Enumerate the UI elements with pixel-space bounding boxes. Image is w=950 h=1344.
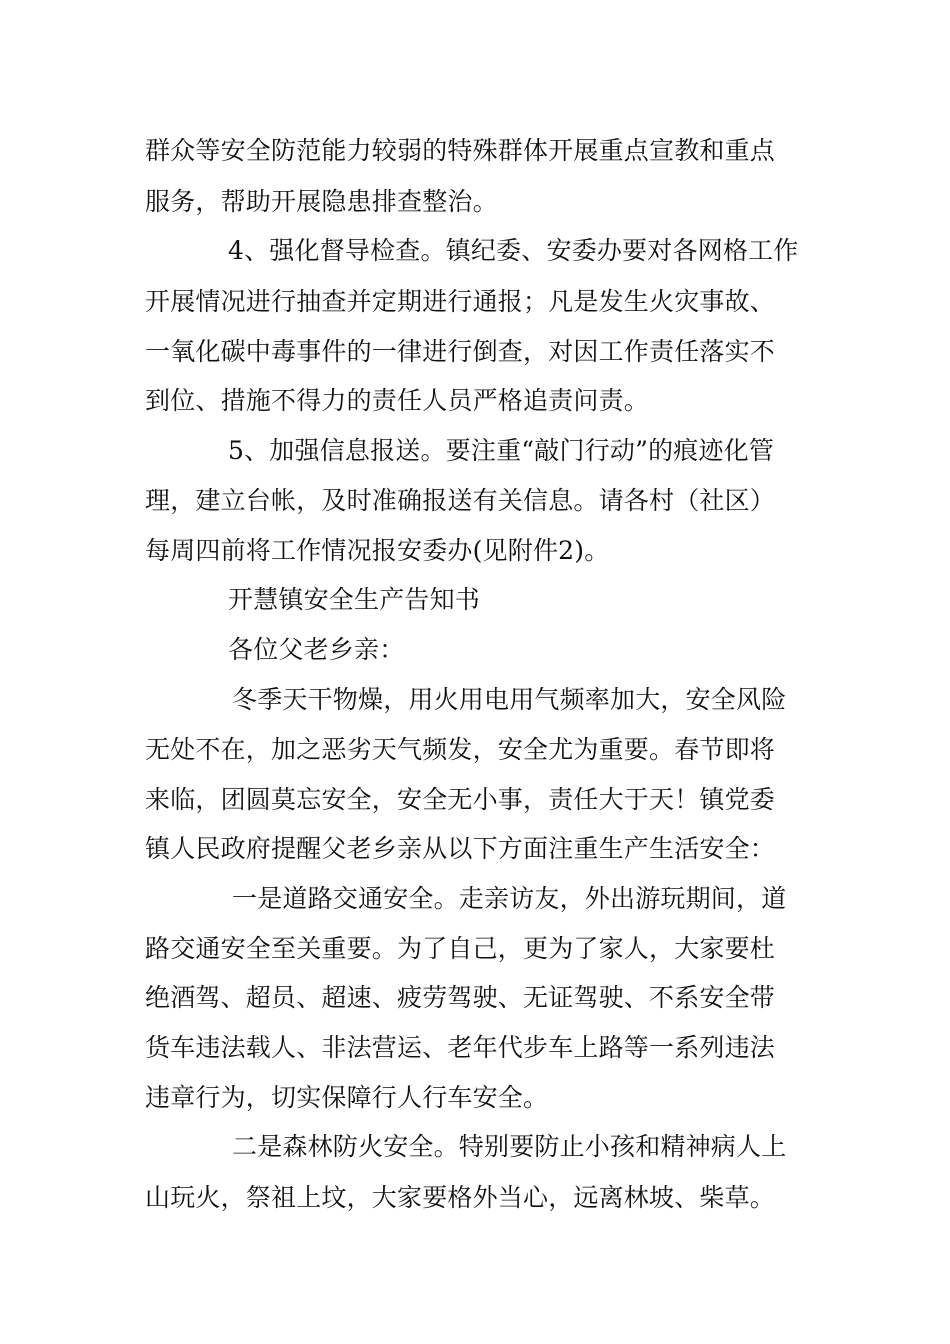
text-line: 一氧化碳中毒事件的一律进行倒查，对因工作责任落实不 bbox=[145, 337, 776, 366]
text-line: 路交通安全至关重要。为了自己，更为了家人，大家要杜 bbox=[145, 934, 776, 963]
text-line: 理，建立台帐，及时准确报送有关信息。请各村（社区） bbox=[145, 486, 776, 515]
text-line: 绝酒驾、超员、超速、疲劳驾驶、无证驾驶、不系安全带 bbox=[145, 983, 776, 1012]
salutation: 各位父老乡亲： bbox=[228, 635, 405, 664]
text-line: 到位、措施不得力的责任人员严格追责问责。 bbox=[145, 386, 650, 415]
text-line: 无处不在，加之恶劣天气频发，安全尤为重要。春节即将 bbox=[145, 735, 776, 764]
text-line: 货车违法载人、非法营运、老年代步车上路等一系列违法 bbox=[145, 1033, 776, 1062]
text-line: 4、强化督导检查。镇纪委、安委办要对各网格工作 bbox=[228, 236, 799, 265]
text-line: 群众等安全防范能力较弱的特殊群体开展重点宣教和重点 bbox=[145, 136, 776, 165]
text-line: 来临，团圆莫忘安全，安全无小事，责任大于天！镇党委 bbox=[145, 785, 776, 814]
notice-title: 开慧镇安全生产告知书 bbox=[228, 585, 481, 614]
text-line: 开展情况进行抽查并定期进行通报；凡是发生火灾事故、 bbox=[145, 287, 776, 316]
text-line: 每周四前将工作情况报安委办(见附件2)。 bbox=[145, 536, 610, 565]
text-line: 冬季天干物燥，用火用电用气频率加大，安全风险 bbox=[232, 685, 787, 714]
text-line: 山玩火，祭祖上坟，大家要格外当心，远离林坡、柴草。 bbox=[145, 1183, 776, 1212]
text-line: 服务，帮助开展隐患排查整治。 bbox=[145, 187, 498, 216]
text-line: 镇人民政府提醒父老乡亲从以下方面注重生产生活安全： bbox=[145, 834, 776, 863]
text-line: 5、加强信息报送。要注重“敲门行动”的痕迹化管 bbox=[228, 436, 775, 465]
text-line: 二是森林防火安全。特别要防止小孩和精神病人上 bbox=[232, 1132, 787, 1161]
text-line: 一是道路交通安全。走亲访友，外出游玩期间，道 bbox=[232, 884, 787, 913]
text-line: 违章行为，切实保障行人行车安全。 bbox=[145, 1083, 549, 1112]
